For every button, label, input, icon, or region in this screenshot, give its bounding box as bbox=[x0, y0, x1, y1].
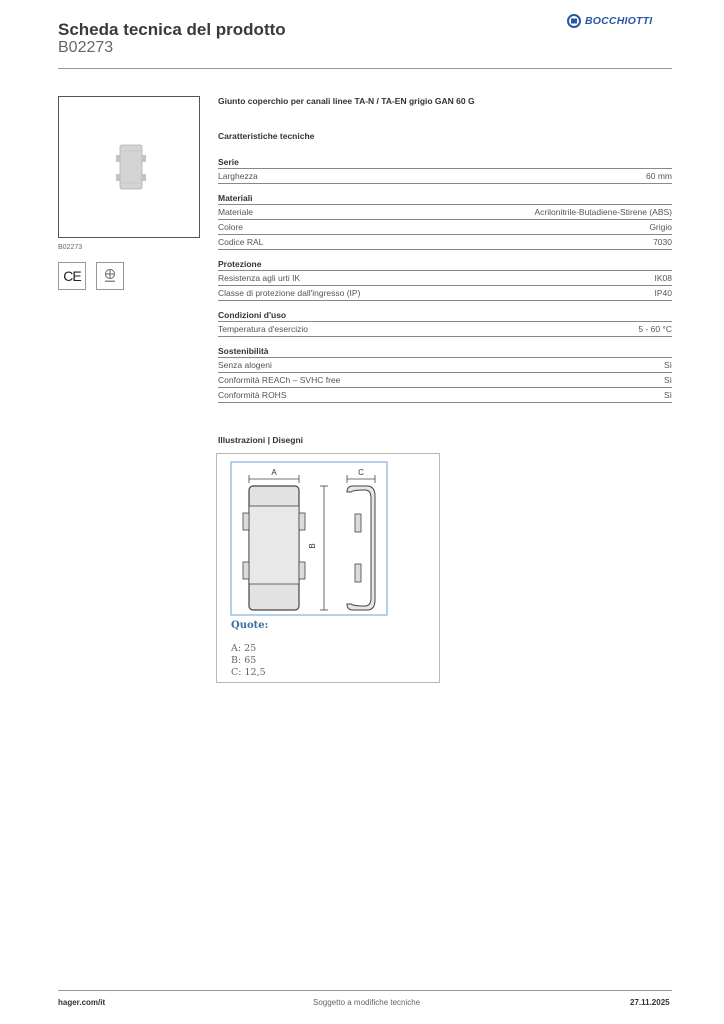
spec-table bbox=[218, 156, 672, 411]
page-title: Scheda tecnica del prodotto bbox=[58, 20, 286, 39]
spec-row bbox=[218, 168, 672, 184]
spec-value: Acrilonitrile-Butadiene-Stirene (ABS) bbox=[534, 207, 672, 217]
product-thumbnail bbox=[58, 96, 200, 238]
footer-disclaimer: Soggetto a modifiche tecniche bbox=[313, 998, 421, 1007]
brand-logo bbox=[567, 14, 652, 28]
spec-section-title: Condizioni d'uso bbox=[218, 310, 287, 320]
spec-value: Sì bbox=[663, 375, 672, 385]
brand-name: BOCCHIOTTI bbox=[585, 15, 653, 27]
quote-a: A: 25 bbox=[231, 643, 257, 654]
spec-label: Temperatura d'esercizio bbox=[218, 324, 308, 334]
spec-row bbox=[218, 387, 672, 403]
imq-mark-icon bbox=[96, 262, 124, 290]
spec-section-title: Serie bbox=[218, 157, 239, 167]
footer-website-link[interactable]: hager.com/it bbox=[58, 998, 106, 1007]
spec-label: Resistenza agli urti IK bbox=[218, 273, 301, 283]
spec-row bbox=[218, 357, 672, 372]
quote-b: B: 65 bbox=[231, 655, 257, 666]
tech-heading: Caratteristiche tecniche bbox=[218, 131, 315, 141]
spec-section-title: Materiali bbox=[218, 193, 253, 203]
spec-value: Grigio bbox=[649, 222, 672, 232]
brand-logo-icon bbox=[567, 14, 581, 28]
spec-row bbox=[218, 234, 672, 250]
thumbnail-caption: B02273 bbox=[58, 244, 83, 251]
spec-row bbox=[218, 372, 672, 387]
quote-title: Quote: bbox=[231, 620, 269, 631]
spec-value: 60 mm bbox=[646, 171, 672, 181]
spec-value: IP40 bbox=[654, 288, 672, 298]
product-code: B02273 bbox=[58, 39, 114, 56]
spec-label: Codice RAL bbox=[218, 237, 264, 247]
spec-section-title: Sostenibilità bbox=[218, 346, 269, 356]
spec-label: Senza alogeni bbox=[218, 360, 272, 370]
spec-section-title: Protezione bbox=[218, 259, 262, 269]
dim-label-b: B bbox=[308, 543, 317, 549]
imq-logo bbox=[99, 265, 121, 287]
spec-value: Sì bbox=[663, 390, 672, 400]
spec-section bbox=[218, 192, 672, 250]
spec-value: 5 - 60 °C bbox=[638, 324, 672, 334]
spec-label: Larghezza bbox=[218, 171, 258, 181]
spec-row bbox=[218, 219, 672, 234]
spec-section bbox=[218, 258, 672, 301]
spec-row bbox=[218, 321, 672, 337]
spec-row bbox=[218, 270, 672, 285]
spec-section bbox=[218, 345, 672, 403]
spec-label: Materiale bbox=[218, 207, 253, 217]
product-title: Giunto coperchio per canali linee TA-N / TA-EN grigio GAN 60 G bbox=[218, 96, 475, 106]
dim-label-a: A bbox=[271, 468, 277, 477]
ce-mark-icon bbox=[58, 262, 86, 290]
footer-divider bbox=[58, 990, 672, 991]
spec-label: Conformità REACh – SVHC free bbox=[218, 375, 341, 385]
header-divider bbox=[58, 68, 672, 69]
quote-c: C: 12,5 bbox=[231, 667, 266, 678]
spec-value: Sì bbox=[663, 360, 672, 370]
ce-mark-text: CE bbox=[63, 268, 81, 284]
product-image bbox=[59, 97, 199, 237]
illustrations-heading: Illustrazioni | Disegni bbox=[218, 435, 304, 445]
spec-row bbox=[218, 285, 672, 301]
spec-section bbox=[218, 309, 672, 337]
spec-row bbox=[218, 204, 672, 219]
spec-label: Classe di protezione dall'ingresso (IP) bbox=[218, 288, 361, 298]
spec-label: Colore bbox=[218, 222, 244, 232]
footer-date: 27.11.2025 bbox=[630, 998, 670, 1007]
spec-value: 7030 bbox=[653, 237, 672, 247]
spec-value: IK08 bbox=[654, 273, 672, 283]
dim-label-c: C bbox=[358, 468, 364, 477]
spec-label: Conformità ROHS bbox=[218, 390, 287, 400]
spec-section bbox=[218, 156, 672, 184]
